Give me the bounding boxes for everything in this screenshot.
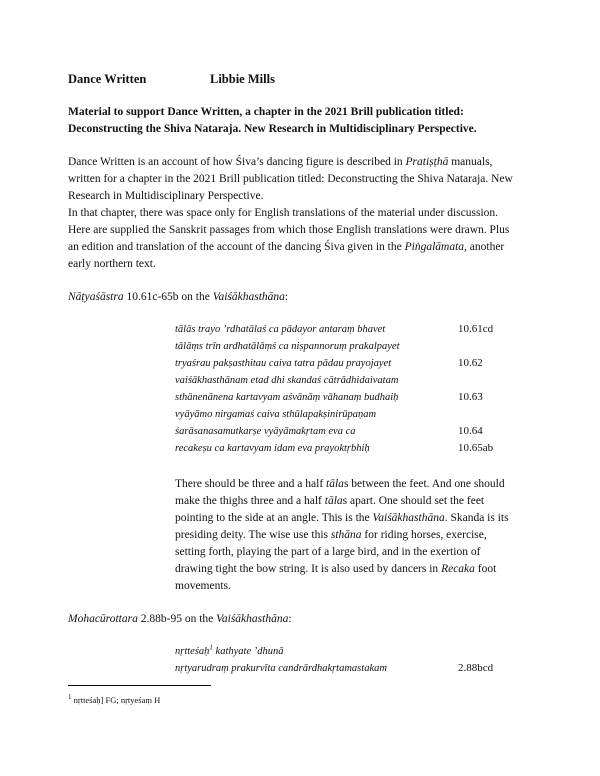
translation-line-3 xyxy=(175,510,509,527)
intro-term: Pratiṣṭhā xyxy=(405,156,449,168)
translation-text: There should be three and a half xyxy=(175,478,327,490)
verse-line: vaiśākhasthānam etad dhi skandaś cātrādhidaivatam xyxy=(175,375,399,386)
verse-line: recakeṣu ca kartavyam idam eva prayoktṛbhiḥ xyxy=(175,443,370,454)
intro-line-6 xyxy=(68,239,504,256)
intro-line-2: written for a chapter in the 2021 Brill publication titled: Deconstructing the Shiva Nataraja. New xyxy=(68,173,513,185)
verse-line xyxy=(175,643,283,660)
verse-text: kathyate ’dhunā xyxy=(212,646,284,657)
translation-line-2 xyxy=(175,493,484,510)
verse-text: nṛtteśaḥ xyxy=(175,646,210,657)
source-title: Nāṭyaśāstra xyxy=(68,291,124,303)
intro-text: Dance Written is an account of how Śiva’s dancing figure is described in xyxy=(68,156,406,168)
verse-ref: 10.65ab xyxy=(458,442,494,454)
section2-heading xyxy=(68,611,292,628)
verse-line: tālās trayo ’rdhatālaś ca pādayor antaraṃ bhavet xyxy=(175,324,386,335)
source-title: Mohacūrottara xyxy=(68,613,138,625)
verse-line: nṛtyarudraṃ prakurvīta candrārdhakṛtamastakam xyxy=(175,663,387,674)
heading-line-2: Deconstructing the Shiva Nataraja. New Research in Multidisciplinary Perspective. xyxy=(68,123,477,135)
intro-term: Piṅgalāmata xyxy=(404,241,465,253)
translation-line-1 xyxy=(175,476,505,493)
colon: : xyxy=(284,291,289,303)
translation-term: tāla xyxy=(326,478,344,490)
translation-text: for riding horses, exercise, xyxy=(361,529,487,541)
translation-text: foot xyxy=(474,563,497,575)
verse-ref: 10.61cd xyxy=(458,323,494,335)
translation-text: make the thighs three and a half xyxy=(175,495,325,507)
translation-text: . Skanda is its xyxy=(444,512,509,524)
verse-line: sthānenānena kartavyam aśvānāṃ vāhanaṃ budhaiḥ xyxy=(175,392,399,403)
verse-line: vyāyāmo nirgamaś caiva sthūlapakṣinirūpaṇam xyxy=(175,409,377,420)
verse-ref: 10.64 xyxy=(458,425,483,437)
translation-text: drawing tight the bow string. It is also used by dancers in xyxy=(175,563,442,575)
heading-line-1: Material to support Dance Written, a chapter in the 2021 Brill publication titled: xyxy=(68,106,464,118)
topic-term: Vaiśākhasthāna xyxy=(216,613,289,625)
source-ref: 10.61c-65b on the xyxy=(123,291,213,303)
translation-term: Recaka xyxy=(441,563,475,575)
intro-line-3: Research in Multidisciplinary Perspective. xyxy=(68,190,264,202)
intro-text: an edition and translation of the account of the dancing Śiva given in the xyxy=(68,241,405,253)
translation-term: Vaiśākhasthāna xyxy=(372,512,445,524)
translation-line-6 xyxy=(175,561,496,578)
intro-text: manuals, xyxy=(448,156,493,168)
translation-line-5: setting forth, playing the part of a large bird, and in the exertion of xyxy=(175,546,481,558)
translation-term: tāla xyxy=(324,495,343,507)
source-ref: 2.88b-95 on the xyxy=(137,613,217,625)
document-title: Dance Written xyxy=(68,72,147,86)
translation-term: sthāna xyxy=(330,529,362,541)
author-name: Libbie Mills xyxy=(210,72,275,86)
colon: : xyxy=(288,613,292,625)
intro-line-1 xyxy=(68,154,492,171)
translation-text: presiding deity. The wise use this xyxy=(175,529,331,541)
verse-line: śarāsanasamutkarṣe vyāyāmakṛtam eva ca xyxy=(175,426,356,437)
verse-ref: 10.62 xyxy=(458,357,483,369)
footnote-number: 1 xyxy=(68,693,72,702)
translation-text: pointing to the side at an angle. This is the xyxy=(175,512,373,524)
translation-text: s apart. One should set the feet xyxy=(342,495,485,507)
verse-ref: 2.88bcd xyxy=(458,662,494,674)
section1-heading xyxy=(68,289,288,306)
footnote-text: nṛtteśaḥ] FG; nṛtyeśaṃ H xyxy=(71,695,161,705)
intro-line-4: In that chapter, there was space only for English translations of the material under discussion. xyxy=(68,207,499,219)
topic-term: Vaiśākhasthāna xyxy=(212,291,285,303)
intro-line-7: early northern text. xyxy=(68,258,156,270)
footnote-marker: 1 xyxy=(209,643,213,652)
footnote-rule xyxy=(68,685,211,686)
footnote xyxy=(68,692,160,709)
verse-line: tālāṃs trīn ardhatālāṃś ca niṣpannoruṃ prakalpayet xyxy=(175,341,400,352)
translation-line-4 xyxy=(175,527,487,544)
translation-line-7: movements. xyxy=(175,580,231,592)
verse-ref: 10.63 xyxy=(458,391,483,403)
intro-text: , another xyxy=(464,241,505,253)
intro-line-5: Here are supplied the Sanskrit passages from which those English translations were drawn. Plus xyxy=(68,224,510,236)
verse-line: tryaśrau pakṣasthitau caiva tatra pādau prayojayet xyxy=(175,358,392,369)
translation-text: s between the feet. And one should xyxy=(343,478,505,490)
